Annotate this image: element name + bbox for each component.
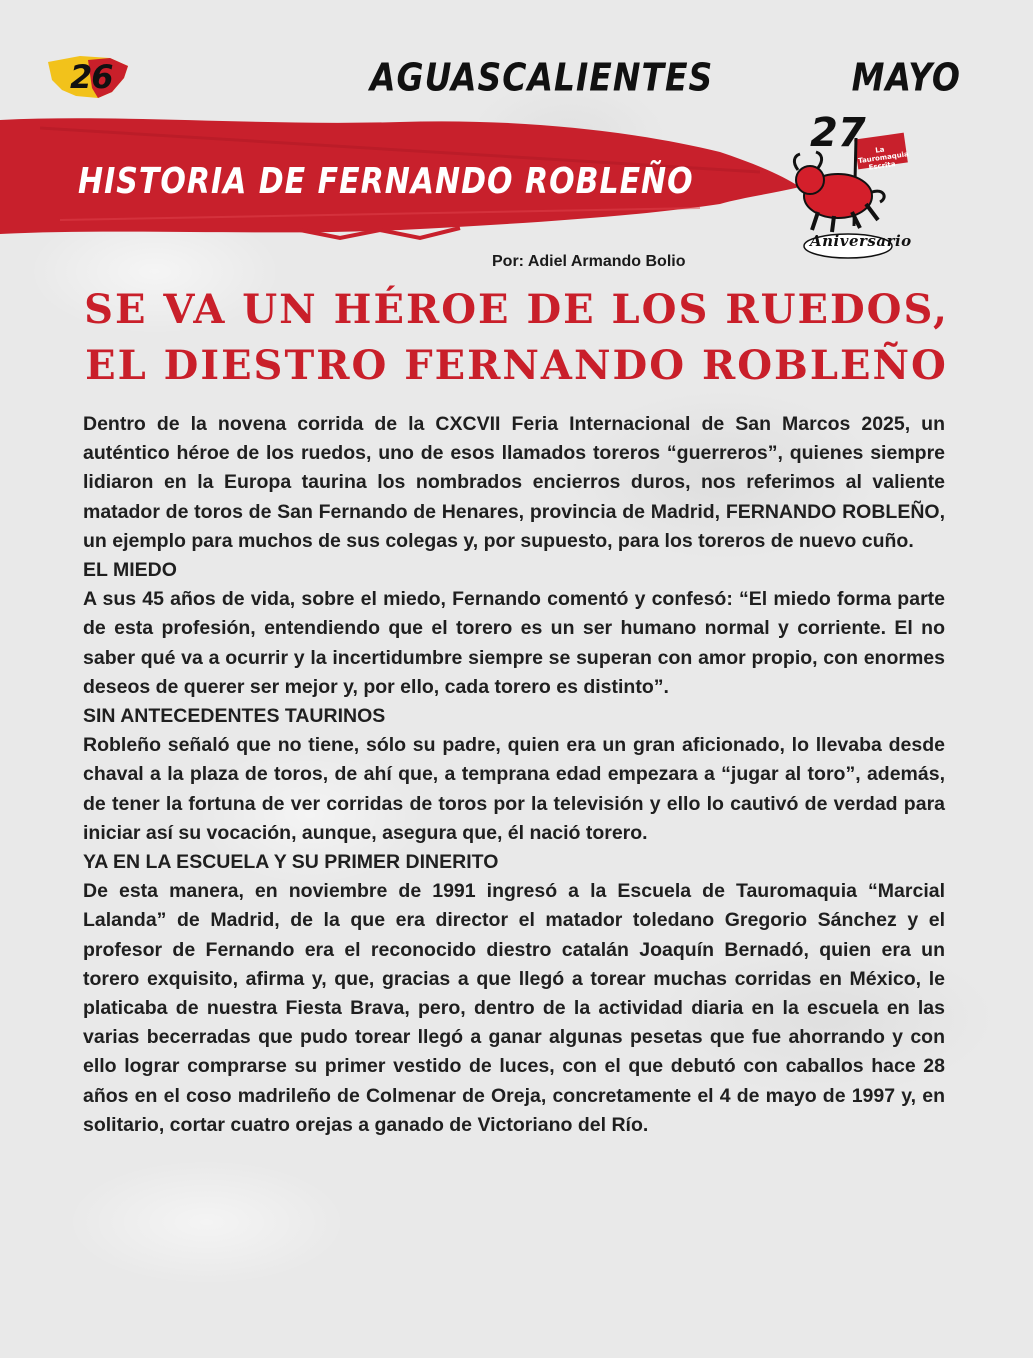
anniversary-label: Aniversario — [810, 232, 912, 250]
section-text-miedo: A sus 45 años de vida, sobre el miedo, Fernando comentó y confesó: “El miedo forma parte de esta profesión, entendiendo que el torero es un ser humano normal y corriente. El no saber qué va a ocurrir y la incertidumbre siempre se superan con amor propio, con enormes deseos de querer ser mejor y, por ello, cada torero es distinto”. — [83, 588, 945, 698]
header-city: AGUASCALIENTES — [370, 55, 714, 100]
page-number: 26 — [70, 58, 113, 96]
headline — [70, 282, 963, 394]
page-number-badge — [40, 52, 140, 102]
section-heading-antecedentes: SIN ANTECEDENTES TAURINOS — [83, 705, 386, 728]
anniversary-flag-text: La Tauromaquia Escrita — [857, 145, 910, 172]
section-text-antecedentes: Robleño señaló que no tiene, sólo su padre, quien era un gran aficionado, lo llevaba desde chaval a la plaza de toros, de ahí que, a temprana edad empezara a “jugar al toro”, además, de tener la fortuna de ver corridas de toros por la televisión y ello lo cautivó de verdad para iniciar así su vocación, aunque, asegura que, él nació torero. — [83, 734, 945, 844]
headline-line-1: SE VA UN HÉROE DE LOS RUEDOS, — [84, 286, 949, 333]
headline-line-2: EL DIESTRO FERNANDO ROBLEÑO — [85, 342, 948, 389]
page-header — [0, 52, 1033, 102]
anniversary-number: 27 — [810, 110, 866, 156]
byline: Por: Adiel Armando Bolio — [492, 253, 686, 270]
article-intro: Dentro de la novena corrida de la CXCVII Feria Internacional de San Marcos 2025, un auténtico héroe de los ruedos, uno de esos llamados toreros “guerreros”, quienes siempre lidiaron en la Europa taurina los nombrados encierros duros, nos referimos al valiente matador de toros de San Fernando de Henares, provincia de Madrid, FERNANDO ROBLEÑO, un ejemplo para muchos de sus colegas y, por supuesto, para los toreros de nuevo cuño. — [83, 413, 945, 552]
section-heading-miedo: EL MIEDO — [83, 559, 177, 582]
section-title: HISTORIA DE FERNANDO ROBLEÑO — [78, 160, 694, 203]
anniversary-badge — [788, 108, 912, 260]
header-month: MAYO — [851, 55, 961, 100]
section-heading-escuela: YA EN LA ESCUELA Y SU PRIMER DINERITO — [83, 851, 499, 874]
article-body — [83, 410, 945, 1140]
section-text-escuela: De esta manera, en noviembre de 1991 ingresó a la Escuela de Tauromaquia “Marcial Lalanda” de Madrid, de la que era director el matador toledano Gregorio Sánchez y el profesor de Fernando era el reconocido diestro catalán Joaquín Bernadó, quien era un torero exquisito, afirma y, que, gracias a que llegó a torear muchas corridas en México, le platicaba de nuestra Fiesta Brava, pero, dentro de la actividad diaria en la escuela en las varias becerradas que pudo torear llegó a ganar algunas pesetas que fue ahorrando y con ello lograr comprarse su primer vestido de luces, con el que debutó con caballos hace 28 años en el coso madrileño de Colmenar de Oreja, concretamente el 4 de mayo de 1997 y, en solitario, cortar cuatro orejas a ganado de Victoriano del Río. — [83, 880, 945, 1136]
section-banner — [0, 112, 800, 242]
